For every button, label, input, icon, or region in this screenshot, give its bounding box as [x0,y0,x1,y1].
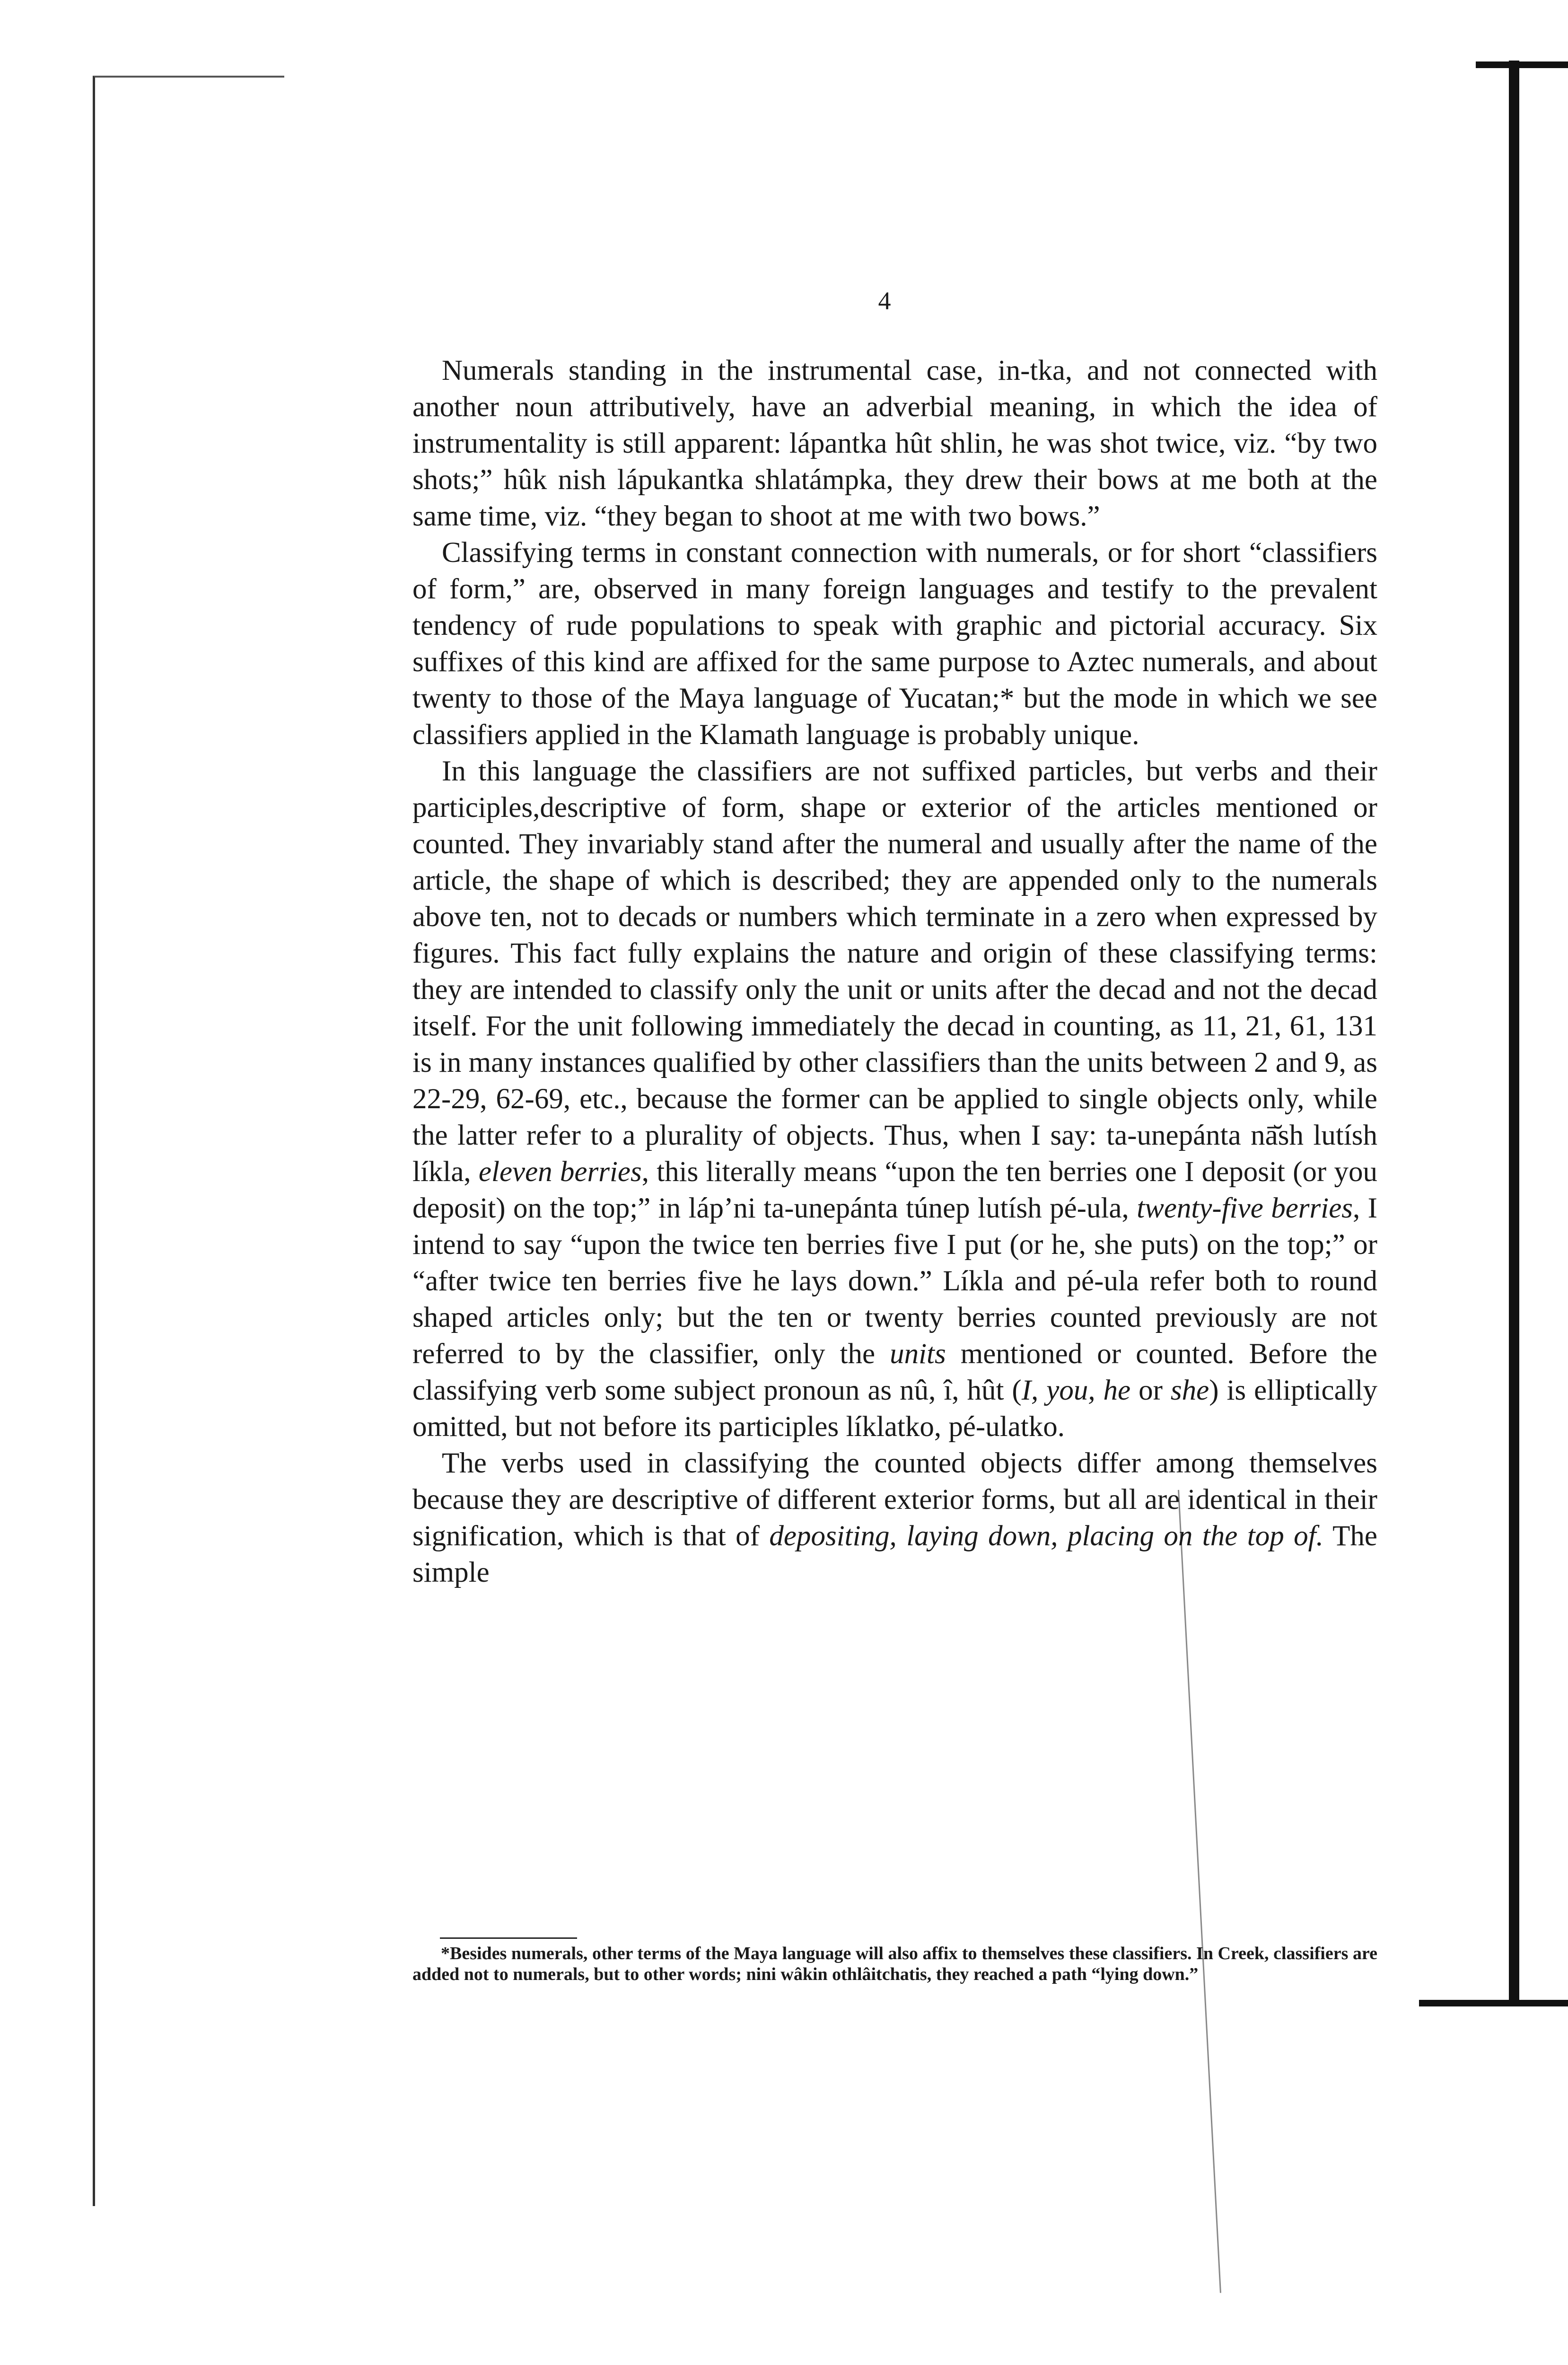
footnote [412,1943,1377,1985]
footnote-text: *Besides numerals, other terms of the Maya language will also affix to themselves these classifiers. In Creek, classifiers are added not to numerals, but to other words; nini wâkin othlâitchatis, they reached a path “lying down.” [412,1944,1377,1984]
text-run: ) is elliptically omitted, but not before its participles líklatko, pé-ulatko. [412,1375,1377,1443]
footnote-rule [440,1937,577,1939]
paragraph [412,352,1377,534]
body-text [412,352,1377,1591]
text-run: The verbs used in classifying the counted objects differ among themselves because they are descriptive of different exterior forms, but all are identical in their signification, which is that of [412,1447,1377,1552]
text-run: Numerals standing in the instrumental case, in-tka, and not connected with another noun attributively, have an adverbial meaning, in which the idea of instrumentality is still apparent: lápantka hût shlin, he was shot twice, viz. “by two shots;” hûk nish lápukantka shlatámpka, they drew their bows at me both at the same time, viz. “they began to shoot at me with two bows.” [412,355,1377,532]
text-run: mentioned or counted. Before the classifying verb some subject pronoun as nû, î, hût ( [412,1338,1378,1406]
paper-fold-line [1178,1490,1221,2293]
text-run: In this language the classifiers are not suffixed particles, but verbs and their participles,descriptive of form, shape or exterior of the articles mentioned or counted. They invariably stand after the numeral and usually after the name of the article, the shape of which is described; they are appended only to the numerals above ten, not to decads or numbers which terminate in a zero when expressed by figures. This fact fully explains the nature and origin of these classifying terms: they are intended to classify only the unit or units after the decad and not the decad itself. For the unit following immediately the decad in counting, as 11, 21, 61, 131 is in many instances qualified by other classifiers than the units between 2 and 9, as 22-29, 62-69, etc., because the former can be applied to single objects only, while the latter refer to a plurality of objects. Thus, when I say: ta-unepánta nā̆sh lutísh líkla, [412,755,1377,1188]
text-run: Classifying terms in constant connection with numerals, or for short “classifiers of form,” are, observed in many foreign languages and testify to the prevalent tendency of rude populations to speak with graphic and pictorial accuracy. Six suffixes of this kind are affixed for the same purpose to Aztec numerals, and about twenty to those of the Maya language of Yucatan;* but the mode in which we see classifiers applied in the Klamath language is probably unique. [412,537,1377,751]
page-number: 4 [878,287,891,315]
scan-bracket-bottom [1419,2000,1568,2006]
scan-edge-left [93,76,284,2206]
text-run: , I intend to say “upon the twice ten berries five I put (or he, she puts) on the top;” or “after twice ten berries five he lays down.” Líkla and pé-ula refer both to round shaped articles only; but the ten or twenty berries counted previously are not referred to by the classifier, only the [412,1192,1377,1370]
italic-text: eleven berries [478,1156,642,1188]
scan-bracket-top [1476,61,1568,68]
paragraph [412,1445,1377,1591]
italic-text: depositing, laying down, placing on the top of. [769,1520,1323,1552]
italic-text: I, you, he [1021,1375,1131,1406]
italic-text: twenty-five berries [1137,1192,1353,1224]
text-run: or [1130,1375,1171,1406]
italic-text: units [890,1338,946,1370]
italic-text: she [1170,1375,1209,1406]
paragraph [412,534,1377,753]
text-run: The simple [412,1520,1377,1588]
scan-bracket-bar [1509,61,1519,2000]
text-run: , this literally means “upon the ten berries one I deposit (or you deposit) on the top;” in láp’ni ta-unepánta túnep lutísh pé-ula, [412,1156,1377,1224]
paragraph [412,753,1377,1445]
